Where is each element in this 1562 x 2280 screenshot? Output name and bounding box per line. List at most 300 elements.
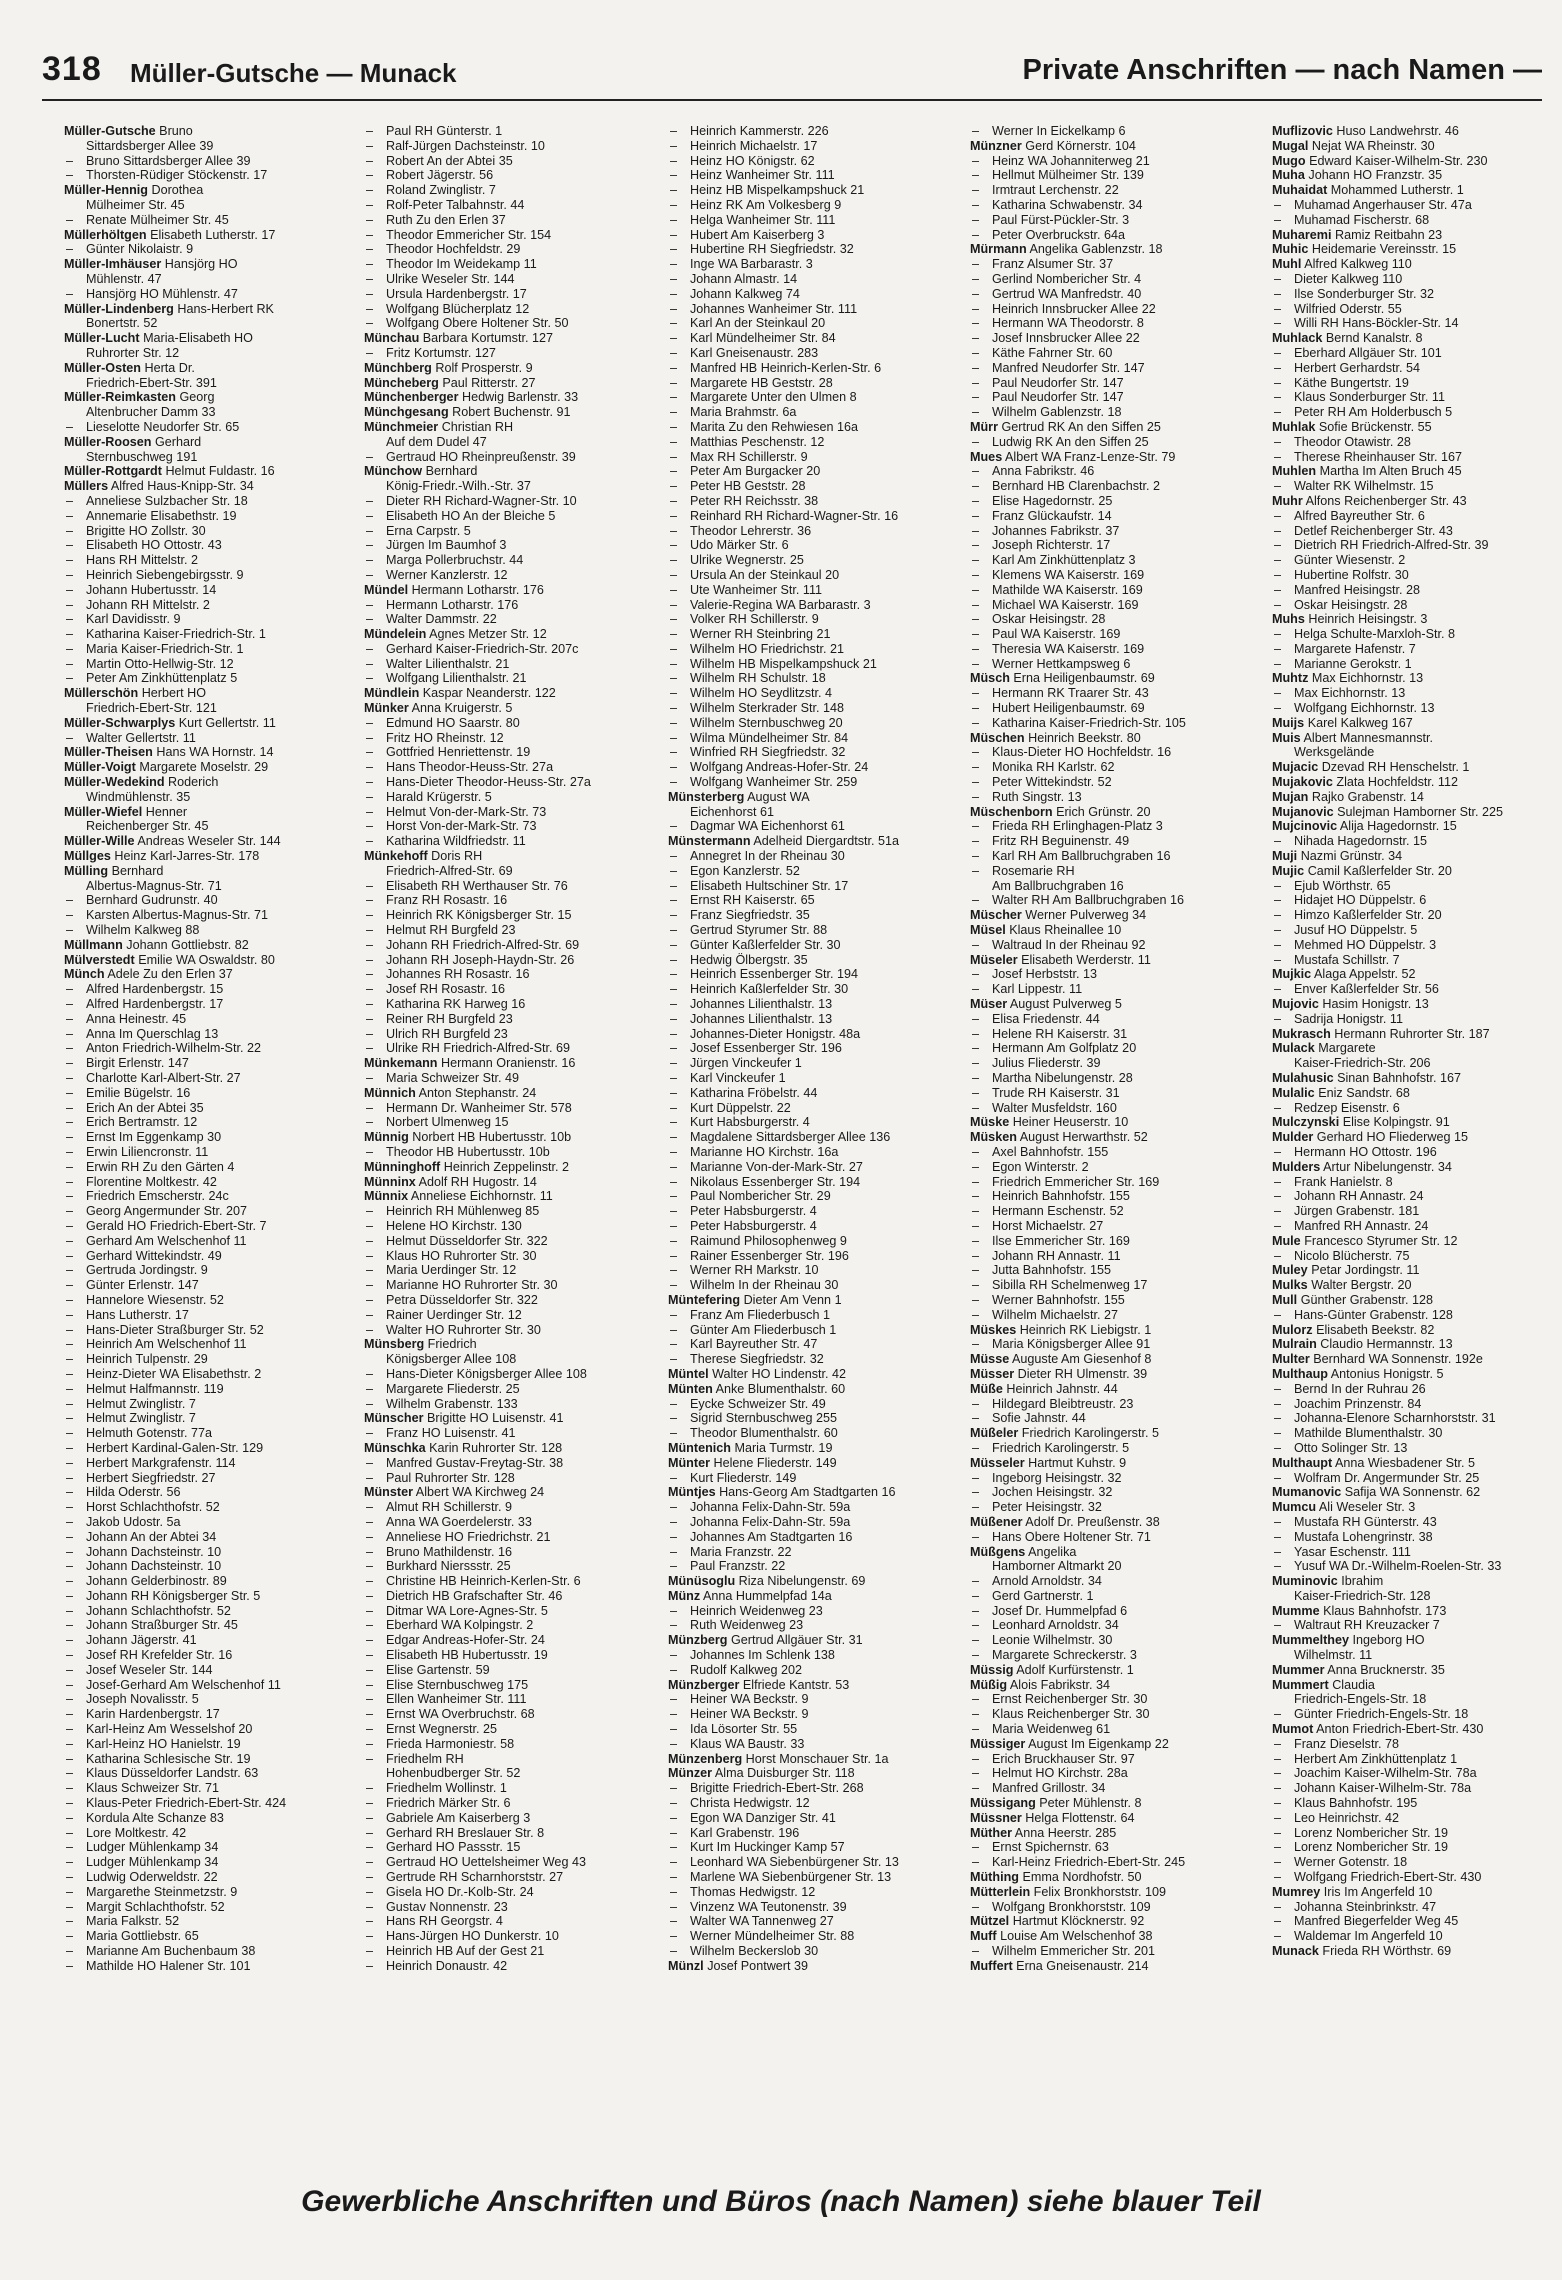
directory-entry — [668, 879, 968, 894]
surname-entry — [364, 376, 664, 391]
entry-details: Gustav Nonnenstr. 23 — [386, 1899, 508, 1914]
directory-entry — [668, 1027, 968, 1042]
entry-details: Margarete Moselstr. 29 — [139, 760, 269, 775]
directory-entry — [970, 1086, 1270, 1101]
entry-details: Maria Schweizer Str. 49 — [386, 1071, 519, 1085]
directory-entry — [1272, 346, 1562, 361]
surname-entry — [64, 967, 364, 982]
entry-details: Helmut HO Kirchstr. 28a — [992, 1766, 1128, 1781]
directory-entry — [668, 168, 968, 183]
directory-entry — [1272, 938, 1562, 953]
entry-details: Oskar Heisingstr. 28 — [992, 612, 1106, 627]
entry-details: Peter Heisingstr. 32 — [992, 1500, 1102, 1515]
directory-entry — [64, 923, 364, 938]
directory-entry — [64, 1234, 364, 1249]
entry-details: Kurt Fliederstr. 149 — [690, 1470, 797, 1485]
directory-entry — [364, 1722, 664, 1737]
directory-entry — [668, 908, 968, 923]
directory-entry — [1272, 538, 1562, 553]
entry-details: Hans-Georg Am Stadtgarten 16 — [719, 1485, 896, 1500]
entry-details: Thorsten-Rüdiger Stöckenstr. 17 — [86, 168, 268, 183]
directory-entry — [64, 509, 364, 524]
surname: Mulack — [1272, 1041, 1315, 1056]
directory-entry — [668, 1914, 968, 1929]
directory-entry — [64, 242, 364, 257]
directory-entry — [970, 1589, 1270, 1604]
entry-details: August Pulverweg 5 — [1009, 997, 1122, 1012]
entry-details: Gertraud HO Uettelsheimer Weg 43 — [386, 1855, 586, 1870]
entry-details: Karin Ruhrorter Str. 128 — [429, 1440, 563, 1455]
entry-details: Horst Michaelstr. 27 — [992, 1218, 1104, 1233]
directory-entry — [364, 1870, 664, 1885]
directory-entry — [668, 272, 968, 287]
entry-details: Ernst Wegnerstr. 25 — [386, 1722, 498, 1737]
entry-details: Iris Im Angerfeld 10 — [1323, 1884, 1433, 1899]
entry-details: Wilhelm Sternbuschweg 20 — [690, 715, 843, 730]
entry-details: Johannes Wanheimer Str. 111 — [690, 301, 858, 316]
entry-details: Rolf-Peter Talbahnstr. 44 — [386, 197, 525, 212]
surname: Müssigang — [970, 1796, 1036, 1811]
entry-details: Wilfried Oderstr. 55 — [1294, 301, 1402, 316]
entry-details: Walter HO Lindenstr. 42 — [712, 1366, 847, 1381]
directory-entry — [64, 405, 364, 420]
directory-entry — [668, 893, 968, 908]
entry-details: Karl Mündelheimer Str. 84 — [690, 331, 836, 346]
entry-details: Johannes Lilienthalstr. 13 — [690, 1011, 833, 1026]
directory-entry — [668, 1929, 968, 1944]
surname-entry — [64, 257, 364, 272]
entry-details: Herta Dr. — [144, 360, 195, 375]
directory-entry — [1272, 1056, 1562, 1071]
directory-entry — [970, 642, 1270, 657]
directory-entry — [64, 657, 364, 672]
entry-details: Helmuth Gotenstr. 77a — [86, 1426, 213, 1441]
entry-details: Paul RH Günterstr. 1 — [386, 124, 503, 138]
surname-entry — [1272, 1485, 1562, 1500]
entry-details: Robert Jägerstr. 56 — [386, 168, 494, 183]
entry-details: Helmut RH Burgfeld 23 — [386, 923, 516, 938]
entry-details: Trude RH Kaiserstr. 31 — [992, 1085, 1120, 1100]
surname: Muff — [970, 1929, 997, 1944]
entry-details: Wilhelm Sterkrader Str. 148 — [690, 701, 844, 716]
surname: Münkehoff — [364, 849, 428, 864]
directory-entry — [64, 1574, 364, 1589]
surname: Muhs — [1272, 612, 1305, 627]
directory-entry — [970, 1071, 1270, 1086]
entry-details: Hans-Günter Grabenstr. 128 — [1294, 1307, 1453, 1322]
entry-details: Adelheid Diergardtstr. 51a — [753, 834, 900, 849]
entry-details: Frieda RH Erlinghagen-Platz 3 — [992, 819, 1163, 834]
surname: Münsterberg — [668, 789, 745, 804]
directory-entry — [364, 1041, 664, 1056]
surname-entry — [668, 790, 968, 805]
entry-details: Josef Innsbrucker Allee 22 — [992, 331, 1140, 346]
directory-entry — [1272, 435, 1562, 450]
entry-details: Wilhelm Gablenzstr. 18 — [992, 405, 1122, 420]
surname: Münnig — [364, 1130, 409, 1145]
entry-details: Herbert Gerhardstr. 54 — [1294, 360, 1420, 375]
entry-details: Dorothea — [151, 183, 204, 198]
entry-details: Ditmar WA Lore-Agnes-Str. 5 — [386, 1603, 548, 1618]
directory-entry — [970, 316, 1270, 331]
entry-details: Hermann WA Theodorstr. 8 — [992, 316, 1144, 331]
directory-entry — [1272, 1855, 1562, 1870]
entry-details: Gertruda Jordingstr. 9 — [86, 1263, 208, 1278]
entry-details: Anna Fabrikstr. 46 — [992, 464, 1095, 479]
entry-details: Jürgen Grabenstr. 181 — [1294, 1204, 1420, 1219]
entry-details: Karl Bayreuther Str. 47 — [690, 1337, 818, 1352]
directory-entry — [64, 1012, 364, 1027]
entry-details: Hermann Eschenstr. 52 — [992, 1204, 1124, 1219]
directory-entry — [668, 997, 968, 1012]
directory-entry — [64, 1367, 364, 1382]
directory-entry — [1272, 598, 1562, 613]
entry-details: Dagmar WA Eichenhorst 61 — [690, 819, 845, 834]
entry-details: Käthe Fahrner Str. 60 — [992, 345, 1113, 360]
directory-entry — [1272, 1900, 1562, 1915]
entry-details: Wilma Mündelheimer Str. 84 — [690, 730, 849, 745]
surname: Müllers — [64, 479, 109, 494]
directory-entry — [668, 967, 968, 982]
entry-details: Gertrud Allgäuer Str. 31 — [730, 1633, 863, 1648]
entry-details: Brigitte HO Zollstr. 30 — [86, 523, 206, 538]
entry-details: Heinrich Michaelstr. 17 — [690, 138, 818, 153]
surname: Münster — [364, 1485, 413, 1500]
surname: Mülling — [64, 863, 109, 878]
entry-details: Margarete Hafenstr. 7 — [1294, 641, 1416, 656]
directory-entry — [364, 272, 664, 287]
entry-details: Margarete Unter den Ulmen 8 — [690, 390, 857, 405]
directory-entry — [668, 405, 968, 420]
surname-entry — [64, 390, 364, 405]
entry-details: Ilse Emmericher Str. 169 — [992, 1233, 1130, 1248]
entry-details: Hedwig Ölbergstr. 35 — [690, 952, 808, 967]
surname: Mugal — [1272, 138, 1309, 153]
directory-entry — [1272, 553, 1562, 568]
entry-details: Hans Theodor-Heuss-Str. 27a — [386, 760, 554, 775]
surname: Müsch — [970, 671, 1010, 686]
entry-details: Max Eichhornstr. 13 — [1294, 686, 1406, 701]
directory-entry — [970, 864, 1270, 879]
entry-details: Josef Weseler Str. 144 — [86, 1662, 213, 1677]
directory-entry — [1272, 479, 1562, 494]
entry-details: Josef RH Krefelder Str. 16 — [86, 1648, 233, 1663]
directory-entry — [668, 139, 968, 154]
surname: Müßener — [970, 1514, 1023, 1529]
directory-entry — [364, 1352, 664, 1367]
entry-details: Thomas Hedwigstr. 12 — [690, 1884, 816, 1899]
directory-entry — [64, 1618, 364, 1633]
surname-entry — [970, 1115, 1270, 1130]
directory-entry — [668, 1352, 968, 1367]
entry-details: Johann RH Mittelstr. 2 — [86, 597, 210, 612]
directory-entry — [1272, 1840, 1562, 1855]
directory-entry — [668, 1204, 968, 1219]
entry-details: Wolfgang Blücherplatz 12 — [386, 301, 530, 316]
directory-entry — [668, 435, 968, 450]
entry-details: Emilie Bügelstr. 16 — [86, 1085, 191, 1100]
directory-entry — [668, 376, 968, 391]
entry-details: Ulrike Weseler Str. 144 — [386, 271, 515, 286]
directory-entry — [970, 1574, 1270, 1589]
entry-details: Johann RH Joseph-Haydn-Str. 26 — [386, 952, 575, 967]
entry-details: Henner — [145, 804, 188, 819]
entry-details: Manfred RH Annastr. 24 — [1294, 1218, 1429, 1233]
directory-entry — [668, 213, 968, 228]
directory-entry — [364, 642, 664, 657]
entry-details: Oskar Heisingstr. 28 — [1294, 597, 1408, 612]
entry-details: Klaus-Peter Friedrich-Ebert-Str. 424 — [86, 1796, 287, 1811]
surname-entry — [64, 686, 364, 701]
entry-details: Axel Bahnhofstr. 155 — [992, 1144, 1109, 1159]
entry-details: Lore Moltkestr. 42 — [86, 1825, 187, 1840]
directory-entry — [364, 1737, 664, 1752]
entry-details: Artur Nibelungenstr. 34 — [1323, 1159, 1452, 1174]
directory-entry — [1272, 1707, 1562, 1722]
directory-entry — [364, 1204, 664, 1219]
entry-details: Felix Bronkhorststr. 109 — [1033, 1884, 1166, 1899]
directory-entry — [64, 1456, 364, 1471]
entry-details: Christian RH — [441, 419, 514, 434]
entry-details: Walter WA Tannenweg 27 — [690, 1914, 834, 1929]
entry-details: Waldemar Im Angerfeld 10 — [1294, 1929, 1443, 1944]
entry-details: Eniz Sandstr. 68 — [1318, 1085, 1410, 1100]
entry-details: Edmund HO Saarstr. 80 — [386, 715, 520, 730]
entry-details: Heinrich Jahnstr. 44 — [1006, 1381, 1118, 1396]
entry-details: Gertrud RK An den Siffen 25 — [1001, 419, 1161, 434]
entry-details: Eberhard WA Kolpingstr. 2 — [386, 1618, 534, 1633]
directory-entry — [64, 1397, 364, 1412]
directory-entry — [364, 1471, 664, 1486]
directory-entry — [64, 316, 364, 331]
surname-entry — [970, 805, 1270, 820]
surname-entry — [668, 1441, 968, 1456]
directory-entry — [970, 1204, 1270, 1219]
directory-entry — [970, 1500, 1270, 1515]
directory-entry — [64, 1382, 364, 1397]
entry-details: Katharina Schlesische Str. 19 — [86, 1751, 251, 1766]
directory-entry — [970, 1692, 1270, 1707]
entry-details: Elise Sternbuschweg 175 — [386, 1677, 529, 1692]
surname-entry — [1272, 1234, 1562, 1249]
entry-details: Herbert Kardinal-Galen-Str. 129 — [86, 1440, 264, 1455]
entry-details: Werner Kanzlerstr. 12 — [386, 567, 508, 582]
surname: Mujkic — [1272, 967, 1312, 982]
directory-entry — [1272, 1811, 1562, 1826]
directory-entry — [364, 953, 664, 968]
entry-details: Manfred Gustav-Freytag-Str. 38 — [386, 1455, 564, 1470]
directory-entry — [364, 1234, 664, 1249]
directory-entry — [668, 1707, 968, 1722]
entry-details: Ernst Im Eggenkamp 30 — [86, 1130, 222, 1145]
column-3 — [668, 124, 968, 2119]
entry-details: Enver Kaßlerfelder Str. 56 — [1294, 982, 1439, 997]
entry-details: Dieter RH Ulmenstr. 39 — [1017, 1366, 1148, 1381]
entry-details: Willi RH Hans-Böckler-Str. 14 — [1294, 316, 1459, 331]
directory-entry — [364, 1278, 664, 1293]
entry-details: Helmut Düsseldorfer Str. 322 — [386, 1233, 548, 1248]
directory-entry — [364, 1766, 664, 1781]
directory-entry — [64, 583, 364, 598]
entry-details: Karl-Heinz Friedrich-Ebert-Str. 245 — [992, 1855, 1186, 1870]
entry-details: Katharina Schwabenstr. 34 — [992, 197, 1143, 212]
directory-entry — [1272, 1914, 1562, 1929]
page-number: 318 — [42, 50, 102, 88]
entry-details: Josef-Gerhard Am Welschenhof 11 — [86, 1677, 281, 1692]
directory-entry — [64, 1160, 364, 1175]
entry-details: Elisabeth Werderstr. 11 — [1021, 952, 1151, 967]
entry-details: Ejub Wörthstr. 65 — [1294, 878, 1391, 893]
surname-entry — [1272, 1115, 1562, 1130]
surname: Muhaidat — [1272, 183, 1328, 198]
entry-details: Margarete Fliederstr. 25 — [386, 1381, 520, 1396]
directory-entry — [1272, 1766, 1562, 1781]
directory-entry — [970, 790, 1270, 805]
entry-details: Johann Kalkweg 74 — [690, 286, 800, 301]
surname: Mues — [970, 449, 1003, 464]
surname: Münchau — [364, 331, 420, 346]
directory-entry — [64, 819, 364, 834]
directory-entry — [1272, 1426, 1562, 1441]
entry-details: Theodor Blumenthalstr. 60 — [690, 1426, 838, 1441]
directory-entry — [1272, 923, 1562, 938]
surname: Münnix — [364, 1189, 409, 1204]
directory-entry — [970, 745, 1270, 760]
entry-details: Klaus Rheinallee 10 — [1009, 923, 1122, 938]
entry-details: Otto Solinger Str. 13 — [1294, 1440, 1408, 1455]
surname-entry — [1272, 1278, 1562, 1293]
entry-details: Albert Mannesmannstr. — [1303, 730, 1433, 745]
surname-entry — [364, 1056, 664, 1071]
entry-details: Marianne Am Buchenbaum 38 — [86, 1944, 256, 1959]
entry-details: Elisa Friedenstr. 44 — [992, 1011, 1100, 1026]
directory-entry — [364, 1678, 664, 1693]
directory-entry — [668, 598, 968, 613]
surname-entry — [1272, 716, 1562, 731]
surname: Mulder — [1272, 1130, 1314, 1145]
entry-details: Almut RH Schillerstr. 9 — [386, 1500, 512, 1515]
entry-details: Hermann Oranienstr. 16 — [440, 1056, 576, 1071]
entry-details: Katharina Wildfriedstr. 11 — [386, 834, 526, 849]
surname: Müschenborn — [970, 804, 1053, 819]
entry-details: Heinrich Essenberger Str. 194 — [690, 967, 859, 982]
entry-details: Ernst Spichernstr. 63 — [992, 1840, 1109, 1855]
entry-details: Mustafa Lohengrinstr. 38 — [1294, 1529, 1433, 1544]
directory-entry — [970, 1855, 1270, 1870]
surname-entry — [668, 1456, 968, 1471]
entry-details: Klaus Bahnhofstr. 195 — [1294, 1796, 1418, 1811]
entry-details: Gertrud WA Manfredstr. 40 — [992, 286, 1142, 301]
directory-entry — [668, 1900, 968, 1915]
directory-entry — [364, 775, 664, 790]
directory-entry — [970, 1781, 1270, 1796]
surname-entry — [1272, 760, 1562, 775]
entry-details: Josef RH Rosastr. 16 — [386, 982, 505, 997]
entry-details: Heinrich Tulpenstr. 29 — [86, 1352, 208, 1367]
entry-details: Johann Almastr. 14 — [690, 271, 798, 286]
directory-entry — [1272, 1145, 1562, 1160]
entry-details: Werner RH Markstr. 10 — [690, 1263, 819, 1278]
entry-details: Nikolaus Essenberger Str. 194 — [690, 1174, 861, 1189]
directory-entry — [1272, 1737, 1562, 1752]
entry-details: Walter RK Wilhelmstr. 15 — [1294, 479, 1434, 494]
entry-details: Hermann Lotharstr. 176 — [386, 597, 519, 612]
directory-entry — [364, 124, 664, 139]
surname-entry — [970, 997, 1270, 1012]
directory-entry — [970, 701, 1270, 716]
directory-entry — [970, 1293, 1270, 1308]
entry-details: Winfried RH Siegfriedstr. 32 — [690, 745, 846, 760]
surname-entry — [364, 1086, 664, 1101]
entry-details: Günter Friedrich-Engels-Str. 18 — [1294, 1707, 1469, 1722]
directory-entry — [1272, 1796, 1562, 1811]
entry-details: Wilhelm Grabenstr. 133 — [386, 1396, 518, 1411]
directory-entry — [970, 834, 1270, 849]
entry-details: Johann Dachsteinstr. 10 — [86, 1559, 222, 1574]
entry-details: Josef Herbststr. 13 — [992, 967, 1097, 982]
entry-details: Werner In Eickelkamp 6 — [992, 124, 1126, 138]
entry-details: Dieter RH Richard-Wagner-Str. 10 — [386, 493, 577, 508]
directory-entry — [364, 657, 664, 672]
surname: Müller-Wiefel — [64, 804, 143, 819]
entry-details: Erich Grünstr. 20 — [1056, 804, 1151, 819]
entry-details: Gerd Gartnerstr. 1 — [992, 1588, 1094, 1603]
surname: Müller-Reimkasten — [64, 390, 176, 405]
entry-details: Udo Märker Str. 6 — [690, 538, 789, 553]
entry-details: Wilhelm In der Rheinau 30 — [690, 1278, 839, 1293]
entry-details: Renate Mülheimer Str. 45 — [86, 212, 229, 227]
entry-details: Wilhelm HO Friedrichstr. 21 — [690, 641, 844, 656]
surname: Mulders — [1272, 1159, 1321, 1174]
entry-details: Maria Turmstr. 19 — [734, 1440, 833, 1455]
surname: Müllges — [64, 849, 111, 864]
running-head-section: Private Anschriften — nach Namen — — [1022, 54, 1542, 86]
directory-entry — [364, 1323, 664, 1338]
surname-entry — [64, 953, 364, 968]
surname-entry — [1272, 464, 1562, 479]
entry-details: Wolfgang Bronkhorststr. 109 — [992, 1899, 1151, 1914]
directory-entry — [364, 1633, 664, 1648]
surname: Münzenberg — [668, 1751, 743, 1766]
entry-details: Gerhard Kaiser-Friedrich-Str. 207c — [386, 641, 579, 656]
entry-details: Werner Bahnhofstr. 155 — [992, 1292, 1125, 1307]
directory-entry — [1272, 701, 1562, 716]
entry-details: Reichenberger Str. 45 — [86, 819, 209, 834]
entry-details: Heinrich HB Auf der Gest 21 — [386, 1944, 545, 1959]
entry-details: Heidemarie Vereinsstr. 15 — [1311, 242, 1457, 257]
directory-entry — [364, 1752, 664, 1767]
entry-details: Johannes RH Rosastr. 16 — [386, 967, 530, 982]
entry-details: Florentine Moltkestr. 42 — [86, 1174, 217, 1189]
entry-details: Helga Wanheimer Str. 111 — [690, 212, 836, 227]
directory-entry — [970, 1840, 1270, 1855]
directory-entry — [64, 1604, 364, 1619]
entry-details: Heinrich Beekstr. 80 — [1028, 730, 1141, 745]
entry-details: Norbert Ulmenweg 15 — [386, 1115, 509, 1130]
entry-details: Hellmut Mülheimer Str. 139 — [992, 168, 1144, 183]
surname: Muijs — [1272, 715, 1305, 730]
entry-details: Heinz-Dieter WA Elisabethstr. 2 — [86, 1366, 262, 1381]
directory-entry — [64, 1752, 364, 1767]
directory-entry — [1272, 1249, 1562, 1264]
directory-entry — [668, 583, 968, 598]
directory-entry — [970, 612, 1270, 627]
surname: Müther — [970, 1825, 1012, 1840]
entry-details: Elisabeth HO An der Bleiche 5 — [386, 508, 556, 523]
directory-entry — [64, 1914, 364, 1929]
directory-entry — [64, 376, 364, 391]
entry-details: Heiner Heuserstr. 10 — [1012, 1115, 1129, 1130]
